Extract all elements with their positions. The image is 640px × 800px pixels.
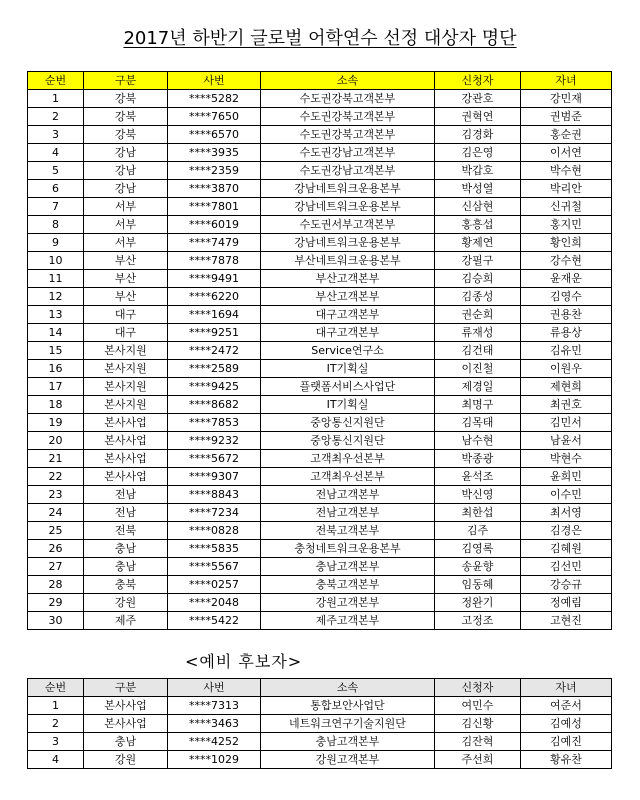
table-row xyxy=(28,715,612,733)
cell-applicant: 박갑호 xyxy=(435,162,521,180)
cell-no: 14 xyxy=(28,324,84,342)
table-row xyxy=(28,324,612,342)
cell-employee-id: ****8682 xyxy=(168,396,261,414)
cell-no: 6 xyxy=(28,180,84,198)
cell-employee-id: ****9251 xyxy=(168,324,261,342)
selection-table-body xyxy=(28,90,612,630)
table-row xyxy=(28,751,612,769)
cell-applicant: 권혁연 xyxy=(435,108,521,126)
cell-region: 강원 xyxy=(84,594,168,612)
cell-employee-id: ****0828 xyxy=(168,522,261,540)
table-row xyxy=(28,108,612,126)
cell-child: 김예성 xyxy=(521,715,612,733)
cell-child: 윤재운 xyxy=(521,270,612,288)
cell-department: 전남고객본부 xyxy=(261,504,435,522)
cell-department: 플랫폼서비스사업단 xyxy=(261,378,435,396)
cell-region: 서부 xyxy=(84,216,168,234)
cell-department: 수도권강북고객본부 xyxy=(261,90,435,108)
cell-department: 수도권강남고객본부 xyxy=(261,144,435,162)
cell-region: 서부 xyxy=(84,234,168,252)
cell-child: 강수현 xyxy=(521,252,612,270)
cell-no: 11 xyxy=(28,270,84,288)
cell-department: 부산고객본부 xyxy=(261,288,435,306)
cell-region: 본사사업 xyxy=(84,414,168,432)
cell-employee-id: ****1694 xyxy=(168,306,261,324)
cell-applicant: 김은영 xyxy=(435,144,521,162)
cell-region: 부산 xyxy=(84,270,168,288)
cell-child: 권용찬 xyxy=(521,306,612,324)
cell-department: 고객최우선본부 xyxy=(261,450,435,468)
table-row xyxy=(28,486,612,504)
cell-region: 대구 xyxy=(84,306,168,324)
header-child: 자녀 xyxy=(521,679,612,697)
table-row xyxy=(28,360,612,378)
cell-region: 강북 xyxy=(84,126,168,144)
cell-no: 19 xyxy=(28,414,84,432)
cell-region: 충북 xyxy=(84,576,168,594)
cell-region: 서부 xyxy=(84,198,168,216)
cell-applicant: 강필구 xyxy=(435,252,521,270)
cell-region: 본사사업 xyxy=(84,697,168,715)
cell-applicant: 최한섭 xyxy=(435,504,521,522)
header-region: 구분 xyxy=(84,679,168,697)
cell-department: 대구고객본부 xyxy=(261,324,435,342)
cell-department: 전북고객본부 xyxy=(261,522,435,540)
cell-child: 김민서 xyxy=(521,414,612,432)
reserve-title: <예비 후보자> xyxy=(185,652,303,671)
cell-applicant: 김주 xyxy=(435,522,521,540)
table-row xyxy=(28,432,612,450)
cell-child: 김경은 xyxy=(521,522,612,540)
table-row xyxy=(28,162,612,180)
cell-no: 12 xyxy=(28,288,84,306)
cell-employee-id: ****9232 xyxy=(168,432,261,450)
table-row xyxy=(28,612,612,630)
cell-employee-id: ****6019 xyxy=(168,216,261,234)
table-row xyxy=(28,522,612,540)
cell-applicant: 최명구 xyxy=(435,396,521,414)
cell-no: 18 xyxy=(28,396,84,414)
cell-region: 본사지원 xyxy=(84,396,168,414)
cell-no: 25 xyxy=(28,522,84,540)
cell-child: 여준서 xyxy=(521,697,612,715)
cell-applicant: 김목태 xyxy=(435,414,521,432)
table-row xyxy=(28,198,612,216)
cell-no: 7 xyxy=(28,198,84,216)
cell-department: 수도권강북고객본부 xyxy=(261,126,435,144)
cell-child: 남윤서 xyxy=(521,432,612,450)
cell-no: 2 xyxy=(28,108,84,126)
cell-child: 김혜원 xyxy=(521,540,612,558)
cell-child: 김예진 xyxy=(521,733,612,751)
cell-no: 17 xyxy=(28,378,84,396)
cell-department: Service연구소 xyxy=(261,342,435,360)
table-row xyxy=(28,270,612,288)
header-region: 구분 xyxy=(84,72,168,90)
table-row xyxy=(28,450,612,468)
header-applicant: 신청자 xyxy=(435,72,521,90)
cell-applicant: 임동혜 xyxy=(435,576,521,594)
header-employee-id: 사번 xyxy=(168,679,261,697)
cell-child: 김선민 xyxy=(521,558,612,576)
cell-applicant: 박종광 xyxy=(435,450,521,468)
cell-region: 충남 xyxy=(84,540,168,558)
table-row xyxy=(28,414,612,432)
cell-child: 최권호 xyxy=(521,396,612,414)
cell-applicant: 고정조 xyxy=(435,612,521,630)
selection-table xyxy=(27,71,612,630)
cell-employee-id: ****9307 xyxy=(168,468,261,486)
cell-employee-id: ****7479 xyxy=(168,234,261,252)
cell-child: 이원우 xyxy=(521,360,612,378)
cell-region: 부산 xyxy=(84,252,168,270)
table-header-row xyxy=(28,679,612,697)
cell-no: 22 xyxy=(28,468,84,486)
cell-applicant: 윤석조 xyxy=(435,468,521,486)
page-title xyxy=(0,28,640,50)
cell-applicant: 제경일 xyxy=(435,378,521,396)
cell-no: 2 xyxy=(28,715,84,733)
cell-region: 본사지원 xyxy=(84,378,168,396)
cell-employee-id: ****4252 xyxy=(168,733,261,751)
cell-employee-id: ****7234 xyxy=(168,504,261,522)
reserve-table xyxy=(27,678,612,769)
cell-child: 최서영 xyxy=(521,504,612,522)
cell-no: 30 xyxy=(28,612,84,630)
cell-department: 부산고객본부 xyxy=(261,270,435,288)
table-row xyxy=(28,234,612,252)
cell-employee-id: ****7650 xyxy=(168,108,261,126)
table-row xyxy=(28,252,612,270)
cell-applicant: 김영록 xyxy=(435,540,521,558)
table-row xyxy=(28,306,612,324)
cell-no: 4 xyxy=(28,144,84,162)
cell-region: 강북 xyxy=(84,108,168,126)
cell-employee-id: ****7313 xyxy=(168,697,261,715)
cell-no: 28 xyxy=(28,576,84,594)
cell-child: 김유민 xyxy=(521,342,612,360)
header-no: 순번 xyxy=(28,679,84,697)
cell-department: 통합보안사업단 xyxy=(261,697,435,715)
cell-region: 충남 xyxy=(84,733,168,751)
cell-applicant: 이진철 xyxy=(435,360,521,378)
cell-child: 고현진 xyxy=(521,612,612,630)
cell-employee-id: ****2472 xyxy=(168,342,261,360)
cell-region: 강원 xyxy=(84,751,168,769)
cell-region: 전남 xyxy=(84,486,168,504)
cell-no: 10 xyxy=(28,252,84,270)
cell-child: 박수현 xyxy=(521,162,612,180)
cell-department: 강남네트워크운용본부 xyxy=(261,234,435,252)
cell-department: IT기획실 xyxy=(261,360,435,378)
cell-department: 제주고객본부 xyxy=(261,612,435,630)
header-child: 자녀 xyxy=(521,72,612,90)
cell-applicant: 김승희 xyxy=(435,270,521,288)
table-header-row xyxy=(28,72,612,90)
cell-employee-id: ****3935 xyxy=(168,144,261,162)
cell-region: 강남 xyxy=(84,180,168,198)
cell-no: 21 xyxy=(28,450,84,468)
cell-no: 13 xyxy=(28,306,84,324)
cell-employee-id: ****9491 xyxy=(168,270,261,288)
cell-no: 1 xyxy=(28,90,84,108)
cell-no: 9 xyxy=(28,234,84,252)
cell-applicant: 박신영 xyxy=(435,486,521,504)
cell-applicant: 김종성 xyxy=(435,288,521,306)
cell-no: 16 xyxy=(28,360,84,378)
cell-department: 고객최우선본부 xyxy=(261,468,435,486)
cell-applicant: 송윤향 xyxy=(435,558,521,576)
cell-department: 충북고객본부 xyxy=(261,576,435,594)
cell-employee-id: ****1029 xyxy=(168,751,261,769)
cell-region: 충남 xyxy=(84,558,168,576)
cell-no: 3 xyxy=(28,126,84,144)
cell-applicant: 신삼현 xyxy=(435,198,521,216)
cell-child: 윤희민 xyxy=(521,468,612,486)
cell-applicant: 남수현 xyxy=(435,432,521,450)
cell-department: 네트워크연구기술지원단 xyxy=(261,715,435,733)
table-row xyxy=(28,126,612,144)
cell-region: 본사사업 xyxy=(84,468,168,486)
table-row xyxy=(28,342,612,360)
table-row xyxy=(28,733,612,751)
cell-child: 홍지민 xyxy=(521,216,612,234)
cell-employee-id: ****8843 xyxy=(168,486,261,504)
cell-employee-id: ****6570 xyxy=(168,126,261,144)
cell-employee-id: ****5422 xyxy=(168,612,261,630)
table-row xyxy=(28,697,612,715)
cell-employee-id: ****3870 xyxy=(168,180,261,198)
cell-region: 본사사업 xyxy=(84,432,168,450)
cell-no: 3 xyxy=(28,733,84,751)
cell-applicant: 정완기 xyxy=(435,594,521,612)
cell-no: 15 xyxy=(28,342,84,360)
cell-child: 이서연 xyxy=(521,144,612,162)
cell-region: 부산 xyxy=(84,288,168,306)
cell-child: 홍순권 xyxy=(521,126,612,144)
header-employee-id: 사번 xyxy=(168,72,261,90)
cell-no: 27 xyxy=(28,558,84,576)
cell-employee-id: ****7878 xyxy=(168,252,261,270)
cell-child: 강민재 xyxy=(521,90,612,108)
cell-department: 수도권강북고객본부 xyxy=(261,108,435,126)
cell-region: 강북 xyxy=(84,90,168,108)
cell-region: 전북 xyxy=(84,522,168,540)
cell-child: 정예림 xyxy=(521,594,612,612)
header-applicant: 신청자 xyxy=(435,679,521,697)
cell-child: 황유찬 xyxy=(521,751,612,769)
cell-no: 23 xyxy=(28,486,84,504)
cell-employee-id: ****3463 xyxy=(168,715,261,733)
cell-applicant: 류재성 xyxy=(435,324,521,342)
header-department: 소속 xyxy=(261,72,435,90)
table-row xyxy=(28,378,612,396)
reserve-table-body xyxy=(28,697,612,769)
cell-department: 충남고객본부 xyxy=(261,558,435,576)
cell-employee-id: ****5567 xyxy=(168,558,261,576)
cell-employee-id: ****0257 xyxy=(168,576,261,594)
cell-applicant: 주선희 xyxy=(435,751,521,769)
cell-department: 충남고객본부 xyxy=(261,733,435,751)
cell-child: 류용상 xyxy=(521,324,612,342)
table-row xyxy=(28,576,612,594)
cell-department: 강원고객본부 xyxy=(261,594,435,612)
cell-region: 본사사업 xyxy=(84,715,168,733)
cell-no: 20 xyxy=(28,432,84,450)
table-row xyxy=(28,180,612,198)
cell-department: 수도권서부고객본부 xyxy=(261,216,435,234)
cell-region: 본사지원 xyxy=(84,342,168,360)
cell-department: 강남네트워크운용본부 xyxy=(261,180,435,198)
header-department: 소속 xyxy=(261,679,435,697)
cell-child: 권범준 xyxy=(521,108,612,126)
cell-department: 강원고객본부 xyxy=(261,751,435,769)
cell-child: 신귀철 xyxy=(521,198,612,216)
cell-applicant: 박성열 xyxy=(435,180,521,198)
cell-applicant: 홍흥섭 xyxy=(435,216,521,234)
cell-department: 대구고객본부 xyxy=(261,306,435,324)
table-row xyxy=(28,504,612,522)
cell-applicant: 김잔혁 xyxy=(435,733,521,751)
table-row xyxy=(28,216,612,234)
cell-no: 4 xyxy=(28,751,84,769)
cell-employee-id: ****5672 xyxy=(168,450,261,468)
header-no: 순번 xyxy=(28,72,84,90)
cell-region: 본사지원 xyxy=(84,360,168,378)
cell-department: 전남고객본부 xyxy=(261,486,435,504)
cell-region: 전남 xyxy=(84,504,168,522)
cell-department: IT기획실 xyxy=(261,396,435,414)
cell-employee-id: ****2048 xyxy=(168,594,261,612)
cell-applicant: 여민수 xyxy=(435,697,521,715)
cell-applicant: 강관호 xyxy=(435,90,521,108)
cell-applicant: 김경화 xyxy=(435,126,521,144)
cell-no: 5 xyxy=(28,162,84,180)
cell-region: 강남 xyxy=(84,144,168,162)
table-row xyxy=(28,468,612,486)
cell-applicant: 김건태 xyxy=(435,342,521,360)
cell-child: 제현희 xyxy=(521,378,612,396)
cell-employee-id: ****2589 xyxy=(168,360,261,378)
cell-region: 제주 xyxy=(84,612,168,630)
table-row xyxy=(28,594,612,612)
cell-child: 이수민 xyxy=(521,486,612,504)
cell-no: 1 xyxy=(28,697,84,715)
cell-department: 부산네트워크운용본부 xyxy=(261,252,435,270)
table-row xyxy=(28,558,612,576)
cell-employee-id: ****9425 xyxy=(168,378,261,396)
cell-no: 24 xyxy=(28,504,84,522)
cell-region: 대구 xyxy=(84,324,168,342)
cell-department: 강남네트워크운용본부 xyxy=(261,198,435,216)
table-row xyxy=(28,90,612,108)
cell-department: 수도권강남고객본부 xyxy=(261,162,435,180)
cell-employee-id: ****2359 xyxy=(168,162,261,180)
cell-employee-id: ****6220 xyxy=(168,288,261,306)
cell-child: 박리안 xyxy=(521,180,612,198)
cell-no: 29 xyxy=(28,594,84,612)
cell-region: 본사사업 xyxy=(84,450,168,468)
cell-child: 박현수 xyxy=(521,450,612,468)
cell-region: 강남 xyxy=(84,162,168,180)
cell-child: 강승규 xyxy=(521,576,612,594)
cell-department: 중앙통신지원단 xyxy=(261,432,435,450)
table-row xyxy=(28,540,612,558)
cell-department: 충청네트워크운용본부 xyxy=(261,540,435,558)
table-row xyxy=(28,396,612,414)
cell-applicant: 김신황 xyxy=(435,715,521,733)
table-row xyxy=(28,144,612,162)
cell-child: 황인희 xyxy=(521,234,612,252)
cell-department: 중앙통신지원단 xyxy=(261,414,435,432)
cell-child: 김영수 xyxy=(521,288,612,306)
cell-applicant: 황제연 xyxy=(435,234,521,252)
cell-employee-id: ****7853 xyxy=(168,414,261,432)
cell-employee-id: ****7801 xyxy=(168,198,261,216)
cell-no: 8 xyxy=(28,216,84,234)
table-row xyxy=(28,288,612,306)
cell-applicant: 권순희 xyxy=(435,306,521,324)
cell-no: 26 xyxy=(28,540,84,558)
cell-employee-id: ****5835 xyxy=(168,540,261,558)
page-title-text: 2017년 하반기 글로벌 어학연수 선정 대상자 명단 xyxy=(123,28,517,49)
cell-employee-id: ****5282 xyxy=(168,90,261,108)
